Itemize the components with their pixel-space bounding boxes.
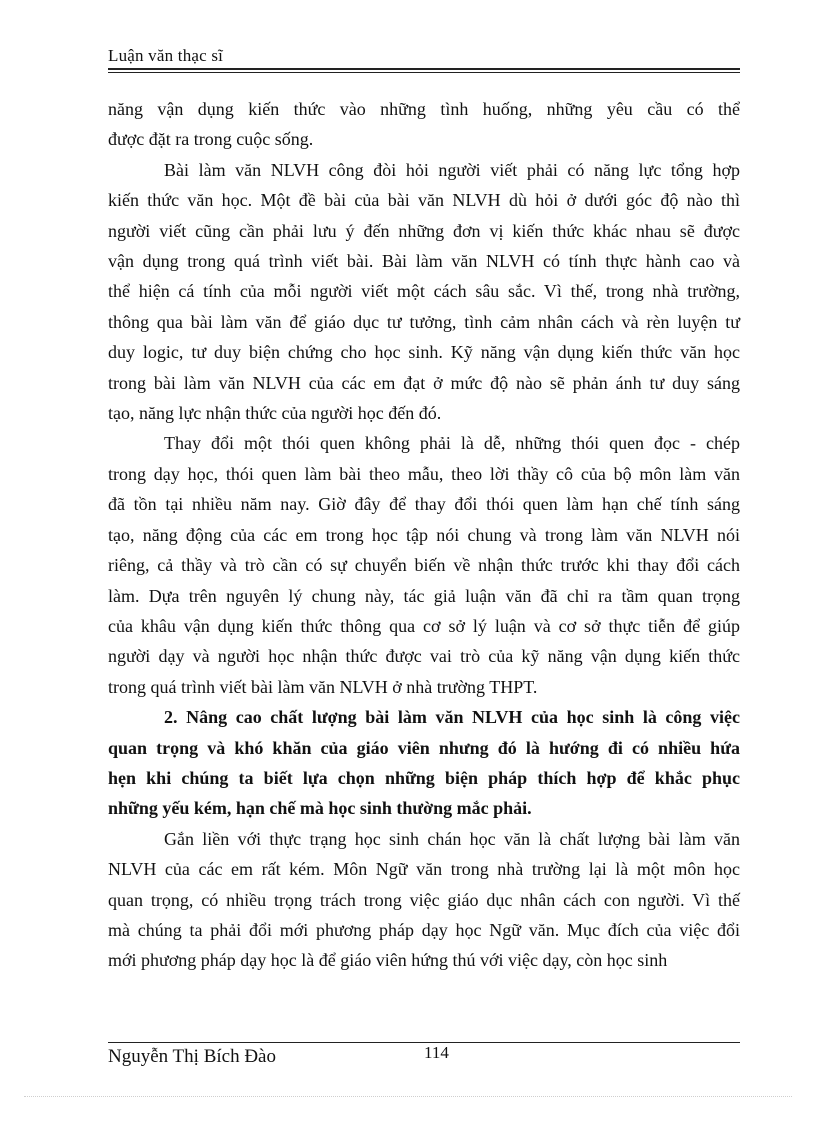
text-line: tạo, năng lực nhận thức của người học đến đó. <box>108 403 442 424</box>
text-line: những yếu kém, hạn chế mà học sinh thường mắc phải. <box>108 798 532 819</box>
text-line: kiến thức văn học. Một đề bài của bài văn NLVH dù hỏi ở dưới góc độ nào thì <box>108 190 740 211</box>
paragraph <box>108 94 740 155</box>
text-line: thể hiện cá tính của mỗi người viết một cách sâu sắc. Vì thế, trong nhà trường, <box>108 281 740 302</box>
text-line: hẹn khi chúng ta biết lựa chọn những biện pháp thích hợp để khắc phục <box>108 767 740 788</box>
footer-author: Nguyễn Thị Bích Đào <box>108 1046 276 1067</box>
text-line: riêng, cả thầy và trò cần có sự chuyển biến về nhận thức trước khi thay đổi cách <box>108 555 740 576</box>
header-rule-thin <box>108 72 740 73</box>
paragraph <box>108 428 740 702</box>
text-line: năng vận dụng kiến thức vào những tình huống, những yêu cầu có thể <box>108 99 740 119</box>
text-line: vận dụng trong quá trình viết bài. Bài làm văn NLVH có tính thực hành cao và <box>108 251 740 272</box>
text-line: người viết cũng cần phải lưu ý đến những đơn vị kiến thức khác nhau sẽ được <box>108 220 740 241</box>
text-line: được đặt ra trong cuộc sống. <box>108 129 314 150</box>
text-line: trong dạy học, thói quen làm bài theo mẫu, theo lời thầy cô của bộ môn làm văn <box>108 463 740 484</box>
page-edge-divider <box>24 1096 792 1097</box>
text-line: Bài làm văn NLVH công đòi hỏi người viết phải có năng lực tổng hợp <box>164 159 740 180</box>
text-line: mà chúng ta phải đổi mới phương pháp dạy học Ngữ văn. Mục đích của việc đổi <box>108 919 740 940</box>
text-line: tạo, năng động của các em trong học tập nói chung và trong làm văn NLVH nói <box>108 524 740 545</box>
text-line: thông qua bài làm văn để giáo dục tư tưởng, tình cảm nhân cách và rèn luyện tư <box>108 311 740 332</box>
text-line: của khâu vận dụng kiến thức thông qua cơ sở lý luận và cơ sở thực tiễn để giúp <box>108 615 740 636</box>
section-heading <box>108 702 740 824</box>
header-rule <box>108 68 740 70</box>
text-line: quan trọng, có nhiều trọng trách trong việc giáo dục nhân cách con người. Vì thế <box>108 889 740 910</box>
page-number: 114 <box>424 1043 449 1062</box>
text-line: quan trọng và khó khăn của giáo viên nhưng đó là hướng đi có nhiều hứa <box>108 737 740 758</box>
text-line: mới phương pháp dạy học là để giáo viên hứng thú với việc dạy, còn học sinh <box>108 950 668 971</box>
text-line: Gắn liền với thực trạng học sinh chán học văn là chất lượng bài làm văn <box>164 828 740 849</box>
body-text <box>108 94 740 976</box>
text-line: Thay đổi một thói quen không phải là dễ, những thói quen đọc - chép <box>164 433 740 454</box>
paragraph <box>108 824 740 976</box>
text-line: trong quá trình viết bài làm văn NLVH ở nhà trường THPT. <box>108 676 538 697</box>
text-line: đã tồn tại nhiều năm nay. Giờ đây để thay đổi thói quen làm hạn chế tính sáng <box>108 494 740 515</box>
text-line: người dạy và người học nhận thức được vai trò của kỹ năng vận dụng kiến thức <box>108 646 740 667</box>
text-line: duy logic, tư duy biện chứng cho học sinh. Kỹ năng vận dụng kiến thức văn học <box>108 342 740 363</box>
paragraph <box>108 155 740 429</box>
text-line: 2. Nâng cao chất lượng bài làm văn NLVH của học sinh là công việc <box>164 707 740 728</box>
text-line: NLVH của các em rất kém. Môn Ngữ văn trong nhà trường lại là một môn học <box>108 859 740 880</box>
text-line: làm. Dựa trên nguyên lý chung này, tác giả luận văn đã chỉ ra tầm quan trọng <box>108 585 740 606</box>
header-title: Luận văn thạc sĩ <box>108 46 224 65</box>
text-line: trong bài làm văn NLVH của các em đạt ở mức độ nào sẽ phản ánh tư duy sáng <box>108 372 740 393</box>
